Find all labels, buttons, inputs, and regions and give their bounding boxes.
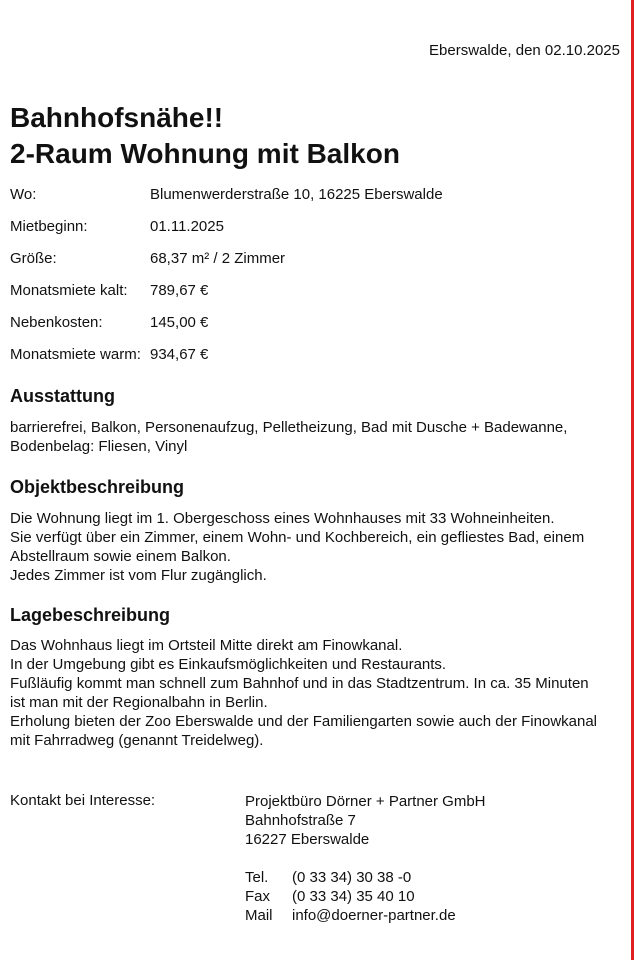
text-line: In der Umgebung gibt es Einkaufsmöglichkeiten und Restaurants. bbox=[10, 656, 447, 673]
title-line-1: Bahnhofsnähe!! bbox=[10, 102, 224, 133]
ausstattung-heading: Ausstattung bbox=[10, 386, 115, 406]
contact-tel-row bbox=[245, 868, 486, 887]
fact-label: Wo: bbox=[10, 186, 37, 203]
text-line: barrierefrei, Balkon, Personenaufzug, Pelletheizung, Bad mit Dusche + Badewanne, bbox=[10, 419, 568, 436]
text-line: Sie verfügt über ein Zimmer, einem Wohn- und Kochbereich, ein gefliestes Bad, einem bbox=[10, 529, 585, 546]
date-line: Eberswalde, den 02.10.2025 bbox=[429, 42, 620, 59]
lage-text bbox=[10, 636, 622, 750]
title-line-2: 2-Raum Wohnung mit Balkon bbox=[10, 138, 400, 169]
text-line: Erholung bieten der Zoo Eberswalde und der Familiengarten sowie auch der Finowkanal bbox=[10, 713, 598, 730]
fax-value: (0 33 34) 35 40 10 bbox=[292, 888, 415, 905]
objekt-heading: Objektbeschreibung bbox=[10, 477, 185, 497]
contact-fax-row bbox=[245, 887, 486, 906]
fact-value: Blumenwerderstraße 10, 16225 Eberswalde bbox=[150, 186, 443, 203]
lage-heading: Lagebeschreibung bbox=[10, 605, 171, 625]
objekt-text bbox=[10, 509, 622, 585]
tel-label: Tel. bbox=[245, 869, 269, 886]
text-line: Das Wohnhaus liegt im Ortsteil Mitte direkt am Finowkanal. bbox=[10, 637, 403, 654]
ausstattung-text bbox=[10, 418, 622, 456]
fact-label: Monatsmiete kalt: bbox=[10, 282, 128, 299]
fact-row-additional-costs bbox=[10, 314, 443, 346]
fact-row-rent-cold bbox=[10, 282, 443, 314]
contact-company: Projektbüro Dörner + Partner GmbH bbox=[245, 793, 486, 810]
mail-link[interactable]: info@doerner-partner.de bbox=[292, 907, 456, 924]
contact-block bbox=[245, 792, 486, 925]
fact-value: 934,67 € bbox=[150, 346, 209, 363]
fact-row-start bbox=[10, 218, 443, 250]
fact-row-size bbox=[10, 250, 443, 282]
text-line: Fußläufig kommt man schnell zum Bahnhof und in das Stadtzentrum. In ca. 35 Minuten bbox=[10, 675, 589, 692]
fact-value: 68,37 m² / 2 Zimmer bbox=[150, 250, 286, 267]
fax-label: Fax bbox=[245, 888, 271, 905]
contact-street: Bahnhofstraße 7 bbox=[245, 812, 356, 829]
text-line: mit Fahrradweg (genannt Treidelweg). bbox=[10, 732, 264, 749]
fact-value: 789,67 € bbox=[150, 282, 209, 299]
fact-label: Mietbeginn: bbox=[10, 218, 88, 235]
fact-value: 01.11.2025 bbox=[150, 218, 224, 235]
text-line: Bodenbelag: Fliesen, Vinyl bbox=[10, 438, 188, 455]
fact-label: Nebenkosten: bbox=[10, 314, 103, 331]
text-line: Die Wohnung liegt im 1. Obergeschoss eines Wohnhauses mit 33 Wohneinheiten. bbox=[10, 510, 555, 527]
fact-row-location bbox=[10, 186, 443, 218]
page-title bbox=[10, 100, 400, 172]
contact-label: Kontakt bei Interesse: bbox=[10, 792, 156, 809]
text-line: Abstellraum sowie einem Balkon. bbox=[10, 548, 231, 565]
text-line: Jedes Zimmer ist vom Flur zugänglich. bbox=[10, 567, 267, 584]
contact-city: 16227 Eberswalde bbox=[245, 831, 370, 848]
contact-mail-row bbox=[245, 906, 486, 925]
fact-label: Monatsmiete warm: bbox=[10, 346, 141, 363]
text-line: ist man mit der Regionalbahn in Berlin. bbox=[10, 694, 268, 711]
facts-table bbox=[10, 186, 443, 378]
fact-label: Größe: bbox=[10, 250, 57, 267]
tel-value[interactable]: (0 33 34) 30 38 -0 bbox=[292, 869, 412, 886]
mail-label: Mail bbox=[245, 907, 273, 924]
fact-row-rent-warm bbox=[10, 346, 443, 378]
fact-value: 145,00 € bbox=[150, 314, 209, 331]
